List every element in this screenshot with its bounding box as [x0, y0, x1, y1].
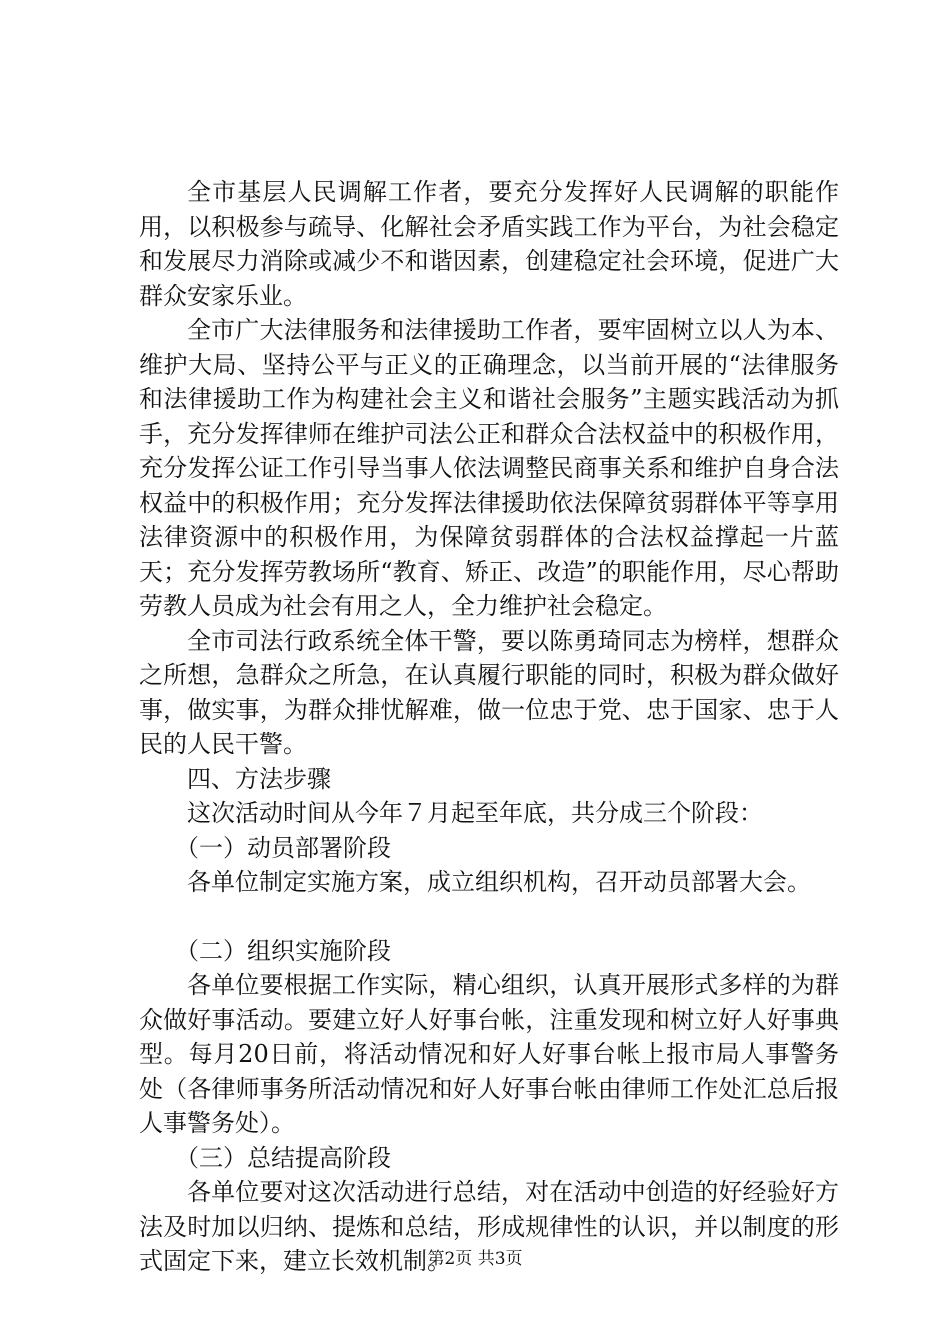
section-intro: 这次活动时间从今年７月起至年底，共分成三个阶段： — [187, 799, 763, 827]
page-number-footer: 第2页 共3页 — [427, 1249, 523, 1269]
paragraph-mediators: 全市基层人民调解工作者，要充分发挥好人民调解的职能作用，以积极参与疏导、化解社会矛盾实践工作为平台，为社会稳定和发展尽力消除或减少不和谐因素，创建稳定社会环境，促进广大群众安家乐业。 — [139, 178, 839, 310]
document-body — [139, 175, 839, 1279]
stage3-title: （三）总结提高阶段 — [175, 1143, 391, 1172]
stage2-text: 各单位要根据工作实际，精心组织，认真开展形式多样的为群众做好事活动。要建立好人好事台帐，注重发现和树立好人好事典型。每月20日前，将活动情况和好人好事台帐上报市局人事警务处（各律师事务所活动情况和好人好事台帐由律师工作处汇总后报人事警务处）。 — [139, 971, 839, 1137]
stage1-text: 各单位制定实施方案，成立组织机构，召开动员部署大会。 — [187, 868, 811, 896]
stage3-text: 各单位要对这次活动进行总结，对在活动中创造的好经验好方法及时加以归纳、提炼和总结，形成规律性的认识，并以制度的形式固定下来，建立长效机制。 — [139, 1178, 839, 1275]
paragraph-legal-services: 全市广大法律服务和法律援助工作者，要牢固树立以人为本、维护大局、坚持公平与正义的正确理念，以当前开展的“法律服务和法律援助工作为构建社会主义和谐社会服务”主题实践活动为抓手，充分发挥律师在维护司法公正和群众合法权益中的积极作用，充分发挥公证工作引导当事人依法调整民商事关系和维护自身合法权益中的积极作用；充分发挥法律援助依法保障贫弱群体平等享用法律资源中的积极作用，为保障贫弱群体的合法权益撑起一片蓝天；充分发挥劳教场所“教育、矫正、改造”的职能作用，尽心帮助劳教人员成为社会有用之人，全力维护社会稳定。 — [139, 316, 839, 620]
section-heading: 四、方法步骤 — [187, 764, 331, 793]
stage2-title: （二）组织实施阶段 — [175, 936, 391, 965]
paragraph-police: 全市司法行政系统全体干警，要以陈勇琦同志为榜样，想群众之所想，急群众之所急，在认真履行职能的同时，积极为群众做好事，做实事，为群众排忧解难，做一位忠于党、忠于国家、忠于人民的人民干警。 — [139, 626, 839, 758]
stage1-title: （一）动员部署阶段 — [175, 833, 391, 862]
